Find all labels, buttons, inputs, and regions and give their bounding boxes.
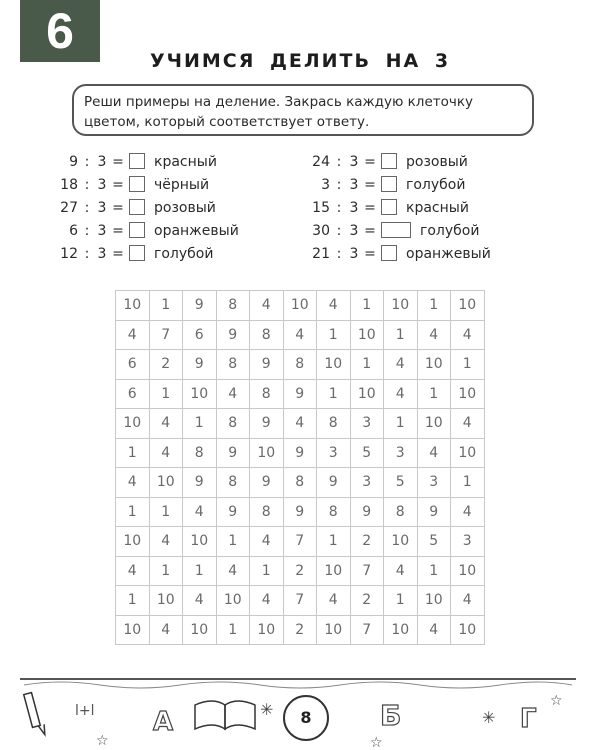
grid-cell[interactable]: 8 (216, 409, 250, 439)
grid-cell[interactable]: 9 (183, 350, 217, 380)
grid-cell[interactable]: 4 (384, 556, 418, 586)
grid-cell[interactable]: 8 (216, 291, 250, 321)
grid-cell[interactable]: 1 (149, 379, 183, 409)
division-sign: : (84, 200, 90, 216)
grid-cell[interactable]: 1 (216, 615, 250, 645)
grid-cell[interactable]: 4 (283, 320, 317, 350)
grid-cell[interactable]: 10 (149, 468, 183, 498)
grid-cell[interactable]: 10 (350, 379, 384, 409)
grid-cell[interactable]: 4 (149, 527, 183, 557)
division-sign: : (84, 223, 90, 239)
division-sign: : (84, 154, 90, 170)
footer-wave-line (24, 682, 572, 688)
grid-cell[interactable]: 10 (417, 409, 451, 439)
equals-sign: = (112, 246, 124, 262)
division-sign: : (336, 177, 342, 193)
grid-cell[interactable]: 1 (149, 497, 183, 527)
math-formula-icon: l+l (75, 703, 95, 719)
grid-cell[interactable]: 3 (350, 409, 384, 439)
division-sign: : (84, 246, 90, 262)
grid-cell[interactable]: 10 (183, 379, 217, 409)
grid-cell[interactable]: 10 (417, 350, 451, 380)
grid-cell[interactable]: 2 (283, 556, 317, 586)
grid-row (116, 350, 485, 380)
grid-cell[interactable]: 4 (183, 586, 217, 616)
grid-cell[interactable]: 4 (149, 438, 183, 468)
equals-sign: = (364, 200, 376, 216)
answer-box[interactable] (129, 245, 145, 261)
grid-cell[interactable]: 4 (451, 409, 485, 439)
divisor: 3 (97, 246, 107, 262)
color-label: голубой (406, 177, 466, 193)
grid-cell[interactable]: 1 (384, 586, 418, 616)
equals-sign: = (364, 223, 376, 239)
grid-row (116, 615, 485, 645)
grid-cell[interactable]: 4 (183, 497, 217, 527)
divisor: 3 (97, 177, 107, 193)
grid-cell[interactable]: 10 (116, 615, 150, 645)
equals-sign: = (112, 200, 124, 216)
grid-cell[interactable]: 4 (149, 615, 183, 645)
answer-box[interactable] (381, 245, 397, 261)
grid-cell[interactable]: 10 (384, 291, 418, 321)
grid-cell[interactable]: 4 (417, 320, 451, 350)
grid-cell[interactable]: 1 (451, 468, 485, 498)
divisor: 3 (349, 154, 359, 170)
grid-cell[interactable]: 7 (283, 586, 317, 616)
grid-cell[interactable]: 8 (250, 379, 284, 409)
grid-cell[interactable]: 9 (317, 468, 351, 498)
grid-cell[interactable]: 9 (283, 379, 317, 409)
grid-cell[interactable]: 4 (451, 586, 485, 616)
grid-cell[interactable]: 1 (317, 379, 351, 409)
grid-cell[interactable]: 10 (317, 556, 351, 586)
grid-cell[interactable]: 4 (216, 379, 250, 409)
grid-cell[interactable]: 1 (417, 291, 451, 321)
grid-cell[interactable]: 10 (451, 379, 485, 409)
color-label: голубой (420, 223, 480, 239)
grid-cell[interactable]: 7 (149, 320, 183, 350)
grid-cell[interactable]: 10 (116, 409, 150, 439)
answer-box[interactable] (129, 222, 145, 238)
answer-box[interactable] (129, 199, 145, 215)
color-label: голубой (154, 246, 214, 262)
grid-cell[interactable]: 9 (283, 497, 317, 527)
grid-cell[interactable]: 10 (283, 291, 317, 321)
footer-letter-b: Б (380, 699, 402, 732)
equals-sign: = (364, 246, 376, 262)
dividend: 6 (69, 223, 78, 239)
equation-row (52, 198, 282, 218)
grid-cell[interactable]: 1 (384, 320, 418, 350)
grid-cell[interactable]: 10 (317, 615, 351, 645)
grid-cell[interactable]: 8 (317, 409, 351, 439)
grid-cell[interactable]: 10 (250, 438, 284, 468)
grid-cell[interactable]: 8 (250, 497, 284, 527)
equation-row (304, 244, 534, 264)
grid-cell[interactable]: 4 (283, 409, 317, 439)
grid-cell[interactable]: 3 (384, 438, 418, 468)
dividend: 30 (312, 223, 330, 239)
grid-cell[interactable]: 9 (183, 468, 217, 498)
grid-cell[interactable]: 4 (216, 556, 250, 586)
grid-cell[interactable]: 10 (250, 615, 284, 645)
division-sign: : (336, 154, 342, 170)
equation-row (52, 175, 282, 195)
equals-sign: = (364, 154, 376, 170)
equation-row (52, 152, 282, 172)
grid-cell[interactable]: 10 (183, 527, 217, 557)
grid-cell[interactable]: 7 (283, 527, 317, 557)
grid-cell[interactable]: 1 (417, 379, 451, 409)
page-title: УЧИМСЯ ДЕЛИТЬ НА 3 (149, 50, 451, 72)
page-number: 8 (283, 695, 329, 741)
dividend: 24 (312, 154, 330, 170)
grid-row (116, 291, 485, 321)
divisor: 3 (97, 223, 107, 239)
grid-cell[interactable]: 4 (451, 497, 485, 527)
division-sign: : (84, 177, 90, 193)
grid-cell[interactable]: 8 (183, 438, 217, 468)
grid-cell[interactable]: 1 (350, 350, 384, 380)
grid-cell[interactable]: 4 (317, 291, 351, 321)
grid-cell[interactable]: 4 (149, 409, 183, 439)
open-book-icon (195, 701, 255, 729)
footer-letter-g: Г (520, 704, 537, 734)
color-label: розовый (154, 200, 216, 216)
grid-cell[interactable]: 10 (116, 291, 150, 321)
color-label: чёрный (154, 177, 210, 193)
grid-cell[interactable]: 2 (283, 615, 317, 645)
dividend: 3 (321, 177, 330, 193)
equals-sign: = (112, 177, 124, 193)
grid-cell[interactable]: 4 (317, 586, 351, 616)
grid-cell[interactable]: 8 (216, 468, 250, 498)
grid-cell[interactable]: 1 (417, 556, 451, 586)
divisor: 3 (349, 223, 359, 239)
grid-cell[interactable]: 3 (350, 468, 384, 498)
grid-cell[interactable]: 9 (417, 497, 451, 527)
grid-cell[interactable]: 5 (350, 438, 384, 468)
grid-cell[interactable]: 3 (317, 438, 351, 468)
grid-cell[interactable]: 4 (116, 556, 150, 586)
grid-cell[interactable]: 4 (384, 350, 418, 380)
grid-cell[interactable]: 6 (116, 379, 150, 409)
grid-cell[interactable]: 9 (250, 468, 284, 498)
answer-box[interactable] (129, 176, 145, 192)
divisor: 3 (349, 200, 359, 216)
color-label: красный (406, 200, 469, 216)
grid-cell[interactable]: 9 (216, 438, 250, 468)
color-label: оранжевый (154, 223, 239, 239)
grid-cell[interactable]: 4 (417, 438, 451, 468)
grid-cell[interactable]: 1 (451, 350, 485, 380)
grid-cell[interactable]: 10 (417, 586, 451, 616)
equals-sign: = (364, 177, 376, 193)
equation-row (52, 244, 282, 264)
division-sign: : (336, 200, 342, 216)
grid-cell[interactable]: 9 (216, 497, 250, 527)
grid-cell[interactable]: 10 (384, 527, 418, 557)
grid-cell[interactable]: 8 (250, 320, 284, 350)
answer-box[interactable] (381, 176, 397, 192)
divisor: 3 (97, 200, 107, 216)
grid-cell[interactable]: 1 (317, 527, 351, 557)
grid-cell[interactable]: 4 (384, 379, 418, 409)
grid-cell[interactable]: 6 (183, 320, 217, 350)
grid-cell[interactable]: 1 (384, 409, 418, 439)
grid-cell[interactable]: 3 (451, 527, 485, 557)
dividend: 15 (312, 200, 330, 216)
grid-cell[interactable]: 1 (116, 497, 150, 527)
pencil-icon (24, 693, 47, 736)
grid-cell[interactable]: 1 (116, 438, 150, 468)
grid-cell[interactable]: 1 (116, 586, 150, 616)
grid-cell[interactable]: 10 (116, 527, 150, 557)
grid-cell[interactable]: 4 (250, 291, 284, 321)
footer-letter-a: А (153, 707, 174, 737)
grid-cell[interactable]: 7 (350, 556, 384, 586)
color-label: красный (154, 154, 217, 170)
grid-cell[interactable]: 1 (149, 291, 183, 321)
section-number-badge: 6 (20, 0, 100, 62)
grid-cell[interactable]: 9 (350, 497, 384, 527)
grid-row (116, 556, 485, 586)
answer-box[interactable] (381, 199, 397, 215)
dividend: 21 (312, 246, 330, 262)
grid-cell[interactable]: 7 (350, 615, 384, 645)
grid-cell[interactable]: 4 (116, 468, 150, 498)
grid-cell[interactable]: 8 (283, 350, 317, 380)
grid-cell[interactable]: 10 (451, 615, 485, 645)
grid-row (116, 497, 485, 527)
grid-row (116, 409, 485, 439)
star-icon: ✳ (482, 708, 496, 727)
division-sign: : (336, 246, 342, 262)
star-icon: ✳ (260, 700, 274, 719)
star-outline-icon: ☆ (370, 735, 383, 750)
divisor: 3 (349, 246, 359, 262)
grid-cell[interactable]: 10 (384, 615, 418, 645)
division-sign: : (336, 223, 342, 239)
grid-cell[interactable]: 8 (283, 468, 317, 498)
grid-cell[interactable]: 1 (317, 320, 351, 350)
grid-row (116, 320, 485, 350)
grid-cell[interactable]: 1 (216, 527, 250, 557)
grid-cell[interactable]: 1 (183, 556, 217, 586)
grid-cell[interactable]: 5 (417, 527, 451, 557)
equation-row (304, 198, 534, 218)
grid-cell[interactable]: 1 (149, 556, 183, 586)
instruction-box: Реши примеры на деление. Закрась каждую клеточку цветом, который соответствует ответу. (72, 84, 534, 136)
grid-cell[interactable]: 5 (384, 468, 418, 498)
grid-cell[interactable]: 10 (451, 438, 485, 468)
dividend: 27 (60, 200, 78, 216)
grid-cell[interactable]: 9 (283, 438, 317, 468)
grid-row (116, 438, 485, 468)
grid-cell[interactable]: 8 (216, 350, 250, 380)
grid-cell[interactable]: 4 (250, 527, 284, 557)
grid-cell[interactable]: 10 (149, 586, 183, 616)
star-outline-icon: ☆ (550, 693, 563, 709)
grid-cell[interactable]: 10 (350, 320, 384, 350)
color-label: розовый (406, 154, 468, 170)
coloring-grid (115, 290, 485, 645)
grid-cell[interactable]: 1 (250, 556, 284, 586)
grid-cell[interactable]: 4 (250, 586, 284, 616)
dividend: 12 (60, 246, 78, 262)
grid-cell[interactable]: 10 (317, 350, 351, 380)
grid-cell[interactable]: 10 (183, 615, 217, 645)
grid-cell[interactable]: 2 (350, 586, 384, 616)
grid-cell[interactable]: 2 (149, 350, 183, 380)
grid-cell[interactable]: 9 (250, 350, 284, 380)
equation-row (52, 221, 282, 241)
grid-row (116, 468, 485, 498)
grid-row (116, 586, 485, 616)
answer-box[interactable] (381, 153, 397, 169)
answer-box[interactable] (381, 222, 411, 238)
equation-row (304, 152, 534, 172)
grid-cell[interactable]: 9 (250, 409, 284, 439)
grid-cell[interactable]: 8 (317, 497, 351, 527)
equals-sign: = (112, 154, 124, 170)
grid-cell[interactable]: 9 (216, 320, 250, 350)
grid-cell[interactable]: 3 (417, 468, 451, 498)
grid-cell[interactable]: 6 (116, 350, 150, 380)
grid-row (116, 379, 485, 409)
divisor: 3 (97, 154, 107, 170)
grid-cell[interactable]: 10 (451, 556, 485, 586)
grid-cell[interactable]: 10 (451, 291, 485, 321)
equals-sign: = (112, 223, 124, 239)
dividend: 9 (69, 154, 78, 170)
grid-cell[interactable]: 1 (350, 291, 384, 321)
grid-cell[interactable]: 10 (216, 586, 250, 616)
grid-cell[interactable]: 1 (183, 409, 217, 439)
grid-cell[interactable]: 8 (384, 497, 418, 527)
grid-row (116, 527, 485, 557)
divisor: 3 (349, 177, 359, 193)
grid-cell[interactable]: 9 (183, 291, 217, 321)
color-label: оранжевый (406, 246, 491, 262)
dividend: 18 (60, 177, 78, 193)
grid-cell[interactable]: 2 (350, 527, 384, 557)
answer-box[interactable] (129, 153, 145, 169)
star-outline-icon: ☆ (96, 733, 109, 749)
equation-row (304, 221, 534, 241)
grid-cell[interactable]: 4 (417, 615, 451, 645)
grid-cell[interactable]: 4 (116, 320, 150, 350)
grid-cell[interactable]: 4 (451, 320, 485, 350)
equation-row (304, 175, 534, 195)
